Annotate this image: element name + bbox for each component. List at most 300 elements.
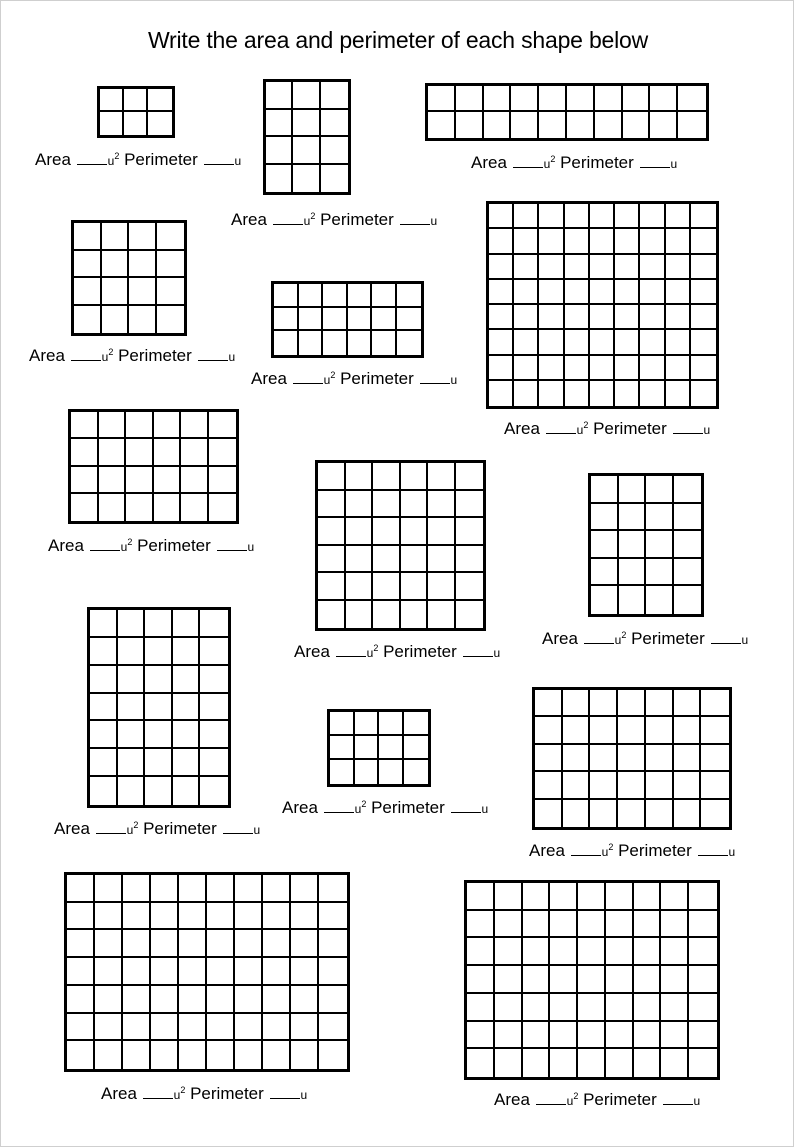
grid-cell	[678, 112, 706, 138]
grid-cell	[606, 938, 634, 966]
grid-cell	[550, 911, 578, 939]
area-answer-blank[interactable]	[71, 347, 101, 361]
squared-mark: 2	[608, 842, 614, 852]
grid-cell	[689, 1022, 717, 1050]
grid-cell	[291, 1041, 319, 1069]
perimeter-answer-blank[interactable]	[451, 799, 481, 813]
grid-cell	[646, 476, 674, 504]
grid-cell	[550, 966, 578, 994]
grid-cell	[691, 229, 716, 254]
grid-cell	[263, 1014, 291, 1042]
area-answer-blank[interactable]	[77, 151, 107, 165]
grid-cell	[563, 690, 591, 717]
grid-cell	[90, 721, 118, 749]
grid-cell	[379, 760, 404, 784]
grid-cell	[640, 280, 665, 305]
grid-cell	[646, 559, 674, 587]
area-label: Area	[471, 153, 507, 172]
grid-cell	[173, 777, 201, 805]
grid-cell	[550, 1022, 578, 1050]
grid-cell	[90, 777, 118, 805]
grid-cell	[578, 1022, 606, 1050]
grid-cell	[95, 903, 123, 931]
perimeter-unit: u	[228, 350, 236, 364]
grid-cell	[674, 690, 702, 717]
grid-shape-2	[263, 79, 351, 195]
grid-cell	[102, 223, 130, 251]
grid-cell	[590, 690, 618, 717]
grid-cell	[591, 504, 619, 532]
area-answer-blank[interactable]	[336, 643, 366, 657]
grid-cell	[209, 467, 237, 494]
grid-cell	[274, 331, 299, 355]
grid-cell	[666, 381, 691, 406]
grid-cell	[207, 958, 235, 986]
grid-cell	[646, 772, 674, 799]
perimeter-label: Perimeter	[593, 419, 667, 438]
grid-cell	[401, 491, 429, 519]
grid-cell	[661, 994, 689, 1022]
grid-cell	[689, 994, 717, 1022]
grid-cell	[346, 463, 374, 491]
perimeter-unit: u	[493, 646, 501, 660]
grid-cell	[346, 601, 374, 629]
caption-shape-7	[48, 536, 254, 557]
area-answer-blank[interactable]	[584, 630, 614, 644]
grid-cell	[495, 1022, 523, 1050]
grid-cell	[235, 1041, 263, 1069]
grid-cell	[640, 356, 665, 381]
grid-cell	[321, 165, 348, 193]
grid-cell	[266, 110, 293, 138]
grid-cell	[154, 494, 182, 521]
grid-cell	[291, 958, 319, 986]
grid-cell	[401, 518, 429, 546]
grid-cell	[157, 223, 185, 251]
page-title: Write the area and perimeter of each shape below	[147, 27, 649, 53]
grid-cell	[207, 930, 235, 958]
grid-cell	[235, 875, 263, 903]
grid-cell	[467, 883, 495, 911]
grid-cell	[157, 306, 185, 334]
grid-cell	[467, 938, 495, 966]
grid-cell	[578, 966, 606, 994]
grid-cell	[467, 1022, 495, 1050]
grid-cell	[154, 467, 182, 494]
grid-cell	[154, 439, 182, 466]
grid-cell	[355, 736, 380, 760]
grid-cell	[291, 875, 319, 903]
grid-cell	[379, 712, 404, 736]
grid-cell	[123, 986, 151, 1014]
grid-cell	[565, 229, 590, 254]
perimeter-unit: u	[247, 540, 255, 554]
perimeter-answer-blank[interactable]	[420, 370, 450, 384]
grid-cell	[330, 712, 355, 736]
grid-cell	[634, 938, 662, 966]
grid-cell	[67, 875, 95, 903]
perimeter-answer-blank[interactable]	[217, 537, 247, 551]
grid-cell	[615, 280, 640, 305]
squared-mark: 2	[133, 820, 139, 830]
grid-cell	[373, 546, 401, 574]
grid-cell	[397, 284, 422, 308]
grid-cell	[200, 749, 228, 777]
grid-cell	[319, 986, 347, 1014]
grid-cell	[634, 994, 662, 1022]
grid-cell	[567, 112, 595, 138]
grid-cell	[318, 463, 346, 491]
grid-cell	[346, 518, 374, 546]
grid-cell	[578, 911, 606, 939]
grid-cell	[181, 412, 209, 439]
grid-cell	[319, 1014, 347, 1042]
grid-cell	[565, 356, 590, 381]
caption-shape-10	[54, 819, 260, 840]
grid-cell	[263, 903, 291, 931]
grid-cell	[200, 694, 228, 722]
perimeter-answer-blank[interactable]	[223, 820, 253, 834]
grid-cell	[634, 911, 662, 939]
grid-cell	[590, 204, 615, 229]
perimeter-unit: u	[741, 633, 749, 647]
grid-cell	[145, 638, 173, 666]
grid-cell	[207, 1041, 235, 1069]
grid-cell	[123, 958, 151, 986]
grid-cell	[691, 381, 716, 406]
grid-cell	[401, 546, 429, 574]
grid-cell	[428, 491, 456, 519]
grid-cell	[263, 930, 291, 958]
grid-cell	[321, 110, 348, 138]
grid-cell	[102, 306, 130, 334]
squared-mark: 2	[180, 1085, 186, 1095]
perimeter-answer-blank[interactable]	[204, 151, 234, 165]
grid-cell	[539, 381, 564, 406]
grid-cell	[689, 1049, 717, 1077]
grid-cell	[495, 1049, 523, 1077]
grid-cell	[129, 278, 157, 306]
grid-cell	[428, 112, 456, 138]
grid-cell	[615, 229, 640, 254]
area-label: Area	[529, 841, 565, 860]
perimeter-unit: u	[300, 1088, 308, 1102]
grid-cell	[674, 559, 702, 587]
grid-cell	[151, 986, 179, 1014]
grid-cell	[578, 938, 606, 966]
squared-mark: 2	[621, 630, 627, 640]
perimeter-answer-blank[interactable]	[463, 643, 493, 657]
grid-cell	[71, 494, 99, 521]
grid-cell	[200, 638, 228, 666]
grid-cell	[456, 491, 484, 519]
grid-cell	[619, 586, 647, 614]
grid-cell	[126, 412, 154, 439]
grid-shape-7	[68, 409, 239, 524]
grid-cell	[495, 994, 523, 1022]
squared-mark: 2	[573, 1091, 579, 1101]
grid-cell	[539, 255, 564, 280]
grid-cell	[95, 1014, 123, 1042]
grid-cell	[318, 491, 346, 519]
perimeter-answer-blank[interactable]	[673, 420, 703, 434]
grid-cell	[373, 573, 401, 601]
grid-cell	[200, 610, 228, 638]
grid-cell	[495, 966, 523, 994]
grid-cell	[67, 1014, 95, 1042]
grid-shape-8	[315, 460, 486, 631]
grid-cell	[373, 518, 401, 546]
grid-cell	[467, 911, 495, 939]
perimeter-label: Perimeter	[371, 798, 445, 817]
perimeter-answer-blank[interactable]	[198, 347, 228, 361]
grid-cell	[591, 586, 619, 614]
area-answer-blank[interactable]	[546, 420, 576, 434]
grid-cell	[123, 930, 151, 958]
grid-cell	[640, 381, 665, 406]
grid-cell	[179, 903, 207, 931]
grid-cell	[456, 86, 484, 112]
grid-cell	[299, 284, 324, 308]
area-answer-blank[interactable]	[293, 370, 323, 384]
grid-cell	[71, 467, 99, 494]
grid-cell	[118, 610, 146, 638]
grid-cell	[173, 638, 201, 666]
grid-cell	[650, 86, 678, 112]
grid-cell	[467, 966, 495, 994]
grid-cell	[689, 966, 717, 994]
grid-cell	[397, 308, 422, 332]
grid-cell	[293, 82, 320, 110]
grid-cell	[618, 772, 646, 799]
grid-cell	[151, 958, 179, 986]
grid-cell	[263, 986, 291, 1014]
area-unit: u	[126, 823, 134, 837]
grid-cell	[615, 204, 640, 229]
perimeter-answer-blank[interactable]	[711, 630, 741, 644]
grid-cell	[266, 165, 293, 193]
grid-cell	[274, 308, 299, 332]
grid-cell	[456, 463, 484, 491]
grid-cell	[100, 89, 124, 112]
area-answer-blank[interactable]	[324, 799, 354, 813]
grid-cell	[157, 278, 185, 306]
grid-cell	[118, 638, 146, 666]
grid-cell	[148, 89, 172, 112]
grid-cell	[514, 204, 539, 229]
grid-cell	[514, 381, 539, 406]
grid-cell	[701, 772, 729, 799]
grid-cell	[535, 690, 563, 717]
perimeter-label: Perimeter	[118, 346, 192, 365]
grid-cell	[235, 903, 263, 931]
perimeter-unit: u	[450, 373, 458, 387]
grid-cell	[181, 439, 209, 466]
grid-cell	[489, 356, 514, 381]
squared-mark: 2	[361, 799, 367, 809]
grid-cell	[126, 439, 154, 466]
grid-cell	[674, 504, 702, 532]
grid-cell	[373, 601, 401, 629]
grid-cell	[145, 694, 173, 722]
grid-cell	[181, 494, 209, 521]
grid-cell	[514, 229, 539, 254]
grid-cell	[618, 745, 646, 772]
grid-cell	[145, 610, 173, 638]
grid-cell	[661, 883, 689, 911]
grid-cell	[650, 112, 678, 138]
grid-shape-4	[71, 220, 187, 336]
grid-cell	[179, 986, 207, 1014]
area-answer-blank[interactable]	[143, 1085, 173, 1099]
grid-cell	[514, 255, 539, 280]
perimeter-answer-blank[interactable]	[640, 154, 670, 168]
grid-cell	[666, 356, 691, 381]
grid-cell	[207, 1014, 235, 1042]
grid-cell	[590, 356, 615, 381]
grid-cell	[319, 1041, 347, 1069]
perimeter-answer-blank[interactable]	[270, 1085, 300, 1099]
grid-cell	[661, 1022, 689, 1050]
grid-cell	[523, 1022, 551, 1050]
grid-cell	[578, 994, 606, 1022]
grid-cell	[179, 1014, 207, 1042]
area-answer-blank[interactable]	[571, 842, 601, 856]
grid-cell	[299, 331, 324, 355]
grid-cell	[179, 875, 207, 903]
grid-cell	[539, 356, 564, 381]
grid-cell	[539, 229, 564, 254]
grid-cell	[404, 712, 429, 736]
grid-cell	[590, 330, 615, 355]
grid-cell	[606, 883, 634, 911]
grid-cell	[646, 745, 674, 772]
area-unit: u	[101, 350, 109, 364]
perimeter-unit: u	[728, 845, 736, 859]
perimeter-answer-blank[interactable]	[663, 1091, 693, 1105]
grid-cell	[95, 958, 123, 986]
grid-cell	[151, 903, 179, 931]
squared-mark: 2	[550, 154, 556, 164]
grid-cell	[666, 330, 691, 355]
perimeter-label: Perimeter	[320, 210, 394, 229]
grid-cell	[523, 911, 551, 939]
perimeter-label: Perimeter	[143, 819, 217, 838]
grid-cell	[235, 930, 263, 958]
grid-cell	[318, 573, 346, 601]
perimeter-label: Perimeter	[560, 153, 634, 172]
grid-cell	[95, 930, 123, 958]
caption-shape-12	[529, 841, 735, 862]
caption-shape-8	[294, 642, 500, 663]
grid-cell	[90, 694, 118, 722]
perimeter-answer-blank[interactable]	[698, 842, 728, 856]
grid-cell	[319, 903, 347, 931]
grid-cell	[539, 330, 564, 355]
grid-cell	[618, 717, 646, 744]
grid-cell	[323, 331, 348, 355]
grid-cell	[565, 204, 590, 229]
grid-cell	[615, 305, 640, 330]
grid-cell	[299, 308, 324, 332]
area-answer-blank[interactable]	[273, 211, 303, 225]
grid-cell	[535, 800, 563, 827]
grid-cell	[619, 559, 647, 587]
perimeter-unit: u	[253, 823, 261, 837]
grid-cell	[348, 308, 373, 332]
grid-cell	[145, 749, 173, 777]
grid-cell	[293, 137, 320, 165]
grid-cell	[489, 280, 514, 305]
grid-cell	[661, 911, 689, 939]
grid-cell	[456, 573, 484, 601]
caption-shape-2	[231, 210, 437, 231]
grid-cell	[691, 280, 716, 305]
grid-cell	[74, 223, 102, 251]
area-unit: u	[366, 646, 374, 660]
grid-cell	[209, 494, 237, 521]
grid-cell	[118, 694, 146, 722]
grid-cell	[514, 356, 539, 381]
grid-cell	[401, 573, 429, 601]
grid-cell	[591, 531, 619, 559]
area-answer-blank[interactable]	[536, 1091, 566, 1105]
grid-cell	[401, 463, 429, 491]
grid-cell	[145, 777, 173, 805]
grid-cell	[321, 82, 348, 110]
grid-cell	[489, 330, 514, 355]
grid-cell	[323, 284, 348, 308]
grid-cell	[590, 745, 618, 772]
grid-cell	[590, 229, 615, 254]
grid-cell	[207, 903, 235, 931]
area-unit: u	[543, 157, 551, 171]
grid-cell	[691, 305, 716, 330]
grid-cell	[200, 721, 228, 749]
grid-cell	[539, 305, 564, 330]
perimeter-answer-blank[interactable]	[400, 211, 430, 225]
area-unit: u	[601, 845, 609, 859]
grid-cell	[319, 958, 347, 986]
area-answer-blank[interactable]	[96, 820, 126, 834]
grid-cell	[563, 717, 591, 744]
grid-cell	[355, 712, 380, 736]
grid-cell	[346, 546, 374, 574]
area-answer-blank[interactable]	[90, 537, 120, 551]
grid-cell	[123, 1014, 151, 1042]
grid-cell	[74, 306, 102, 334]
grid-cell	[590, 381, 615, 406]
grid-shape-6	[486, 201, 719, 409]
grid-cell	[563, 745, 591, 772]
grid-cell	[674, 772, 702, 799]
grid-cell	[99, 439, 127, 466]
grid-cell	[346, 573, 374, 601]
grid-cell	[691, 356, 716, 381]
perimeter-unit: u	[430, 214, 438, 228]
grid-cell	[323, 308, 348, 332]
grid-cell	[550, 938, 578, 966]
grid-cell	[151, 930, 179, 958]
squared-mark: 2	[114, 151, 120, 161]
grid-cell	[619, 504, 647, 532]
grid-cell	[591, 559, 619, 587]
grid-cell	[539, 204, 564, 229]
grid-cell	[95, 1041, 123, 1069]
grid-cell	[590, 305, 615, 330]
area-answer-blank[interactable]	[513, 154, 543, 168]
grid-cell	[151, 1041, 179, 1069]
